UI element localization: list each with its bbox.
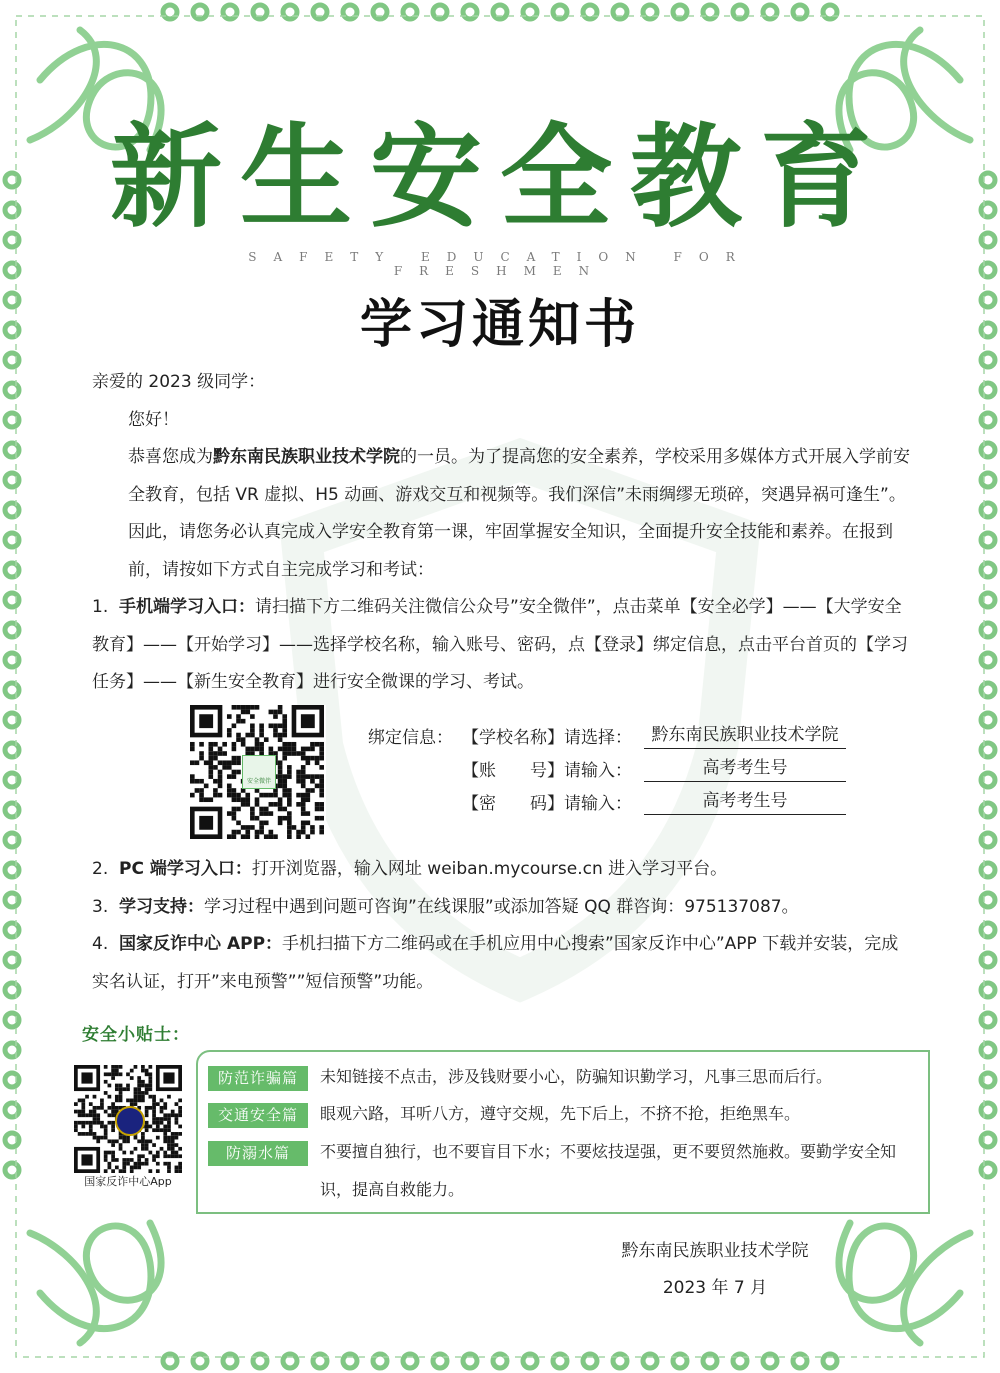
tip-tag-fraud: 防范诈骗篇 — [208, 1066, 308, 1091]
letter-body — [92, 364, 912, 702]
binding-label: 绑定信息： — [368, 728, 453, 748]
corner-flourish-bottom-right — [839, 1223, 970, 1343]
intro-paragraph — [92, 439, 912, 589]
anti-fraud-qr-code — [74, 1065, 182, 1173]
signature-date: 2023 年 7 月 — [662, 1278, 768, 1298]
intro-pre: 恭喜您成为 — [128, 447, 213, 467]
binding-key: 【学校名称】请选择： — [462, 728, 632, 748]
step-text: 请扫描下方二维码关注微信公众号”安全微伴”，点击菜单【安全必学】——【大学安全教育】——【开始学习】——选择学校名称，输入账号、密码，点【登录】绑定信息，点击平台首页的【学习任务】——【新生安全教育】进行安全微课的学习、考试。 — [92, 597, 908, 692]
step-heading: PC 端学习入口： — [119, 859, 252, 879]
notice-heading: 学习通知书 — [359, 295, 640, 355]
step-number: 2. — [92, 859, 109, 879]
steps-list — [92, 851, 912, 1001]
qr-badge: 安全微伴 — [242, 755, 276, 789]
english-subtitle: SAFETY EDUCATION FOR FRESHMEN — [248, 250, 752, 278]
school-name: 黔东南民族职业技术学院 — [213, 447, 400, 467]
qr-fraud-label: 国家反诈中心App — [84, 1175, 172, 1188]
step-number: 3. — [92, 896, 109, 917]
signature-org: 黔东南民族职业技术学院 — [621, 1241, 809, 1261]
step-3 — [92, 889, 912, 927]
tip-text-drowning: 不要擅自独行，也不要盲目下水；不要炫技逞强，更不要贸然施救。要勤学安全知识，提高自救能力。 — [320, 1142, 897, 1199]
step-heading: 手机端学习入口： — [119, 597, 256, 617]
wechat-qr-code — [190, 705, 326, 839]
corner-flourish-bottom-left — [30, 1223, 161, 1343]
step-text: 学习过程中遇到问题可咨询”在线课服”或添加答疑 QQ 群咨询：975137087。 — [204, 896, 799, 917]
binding-key: 【密 码】请输入： — [462, 794, 632, 814]
step-number: 4. — [92, 934, 109, 954]
step-heading: 国家反诈中心 APP： — [119, 934, 283, 954]
step-text: 打开浏览器，输入网址 weiban.mycourse.cn 进入学习平台。 — [251, 859, 728, 879]
step-number: 1. — [92, 597, 109, 617]
tip-text-traffic: 眼观六路，耳听八方，遵守交规，先下后上，不挤不抢，拒绝黑车。 — [320, 1104, 801, 1123]
binding-value: 高考考生号 — [644, 788, 846, 815]
step-1 — [92, 589, 912, 702]
tip-tag-drowning: 防溺水篇 — [208, 1141, 308, 1166]
step-4 — [92, 926, 912, 1001]
binding-value: 黔东南民族职业技术学院 — [644, 722, 846, 749]
intro-post: 的一员。为了提高您的安全素养，学校采用多媒体方式开展入学前安全教育，包括 VR 虚拟、H5 动画、游戏交互和视频等。我们深信”未雨绸缪无琐碎，突遇异祸可逢生”。因此，请您务必认真完成入学安全教育第一课，牢固掌握安全知识，全面提升安全技能和素养。在报到前，请按如下方式自主完成学习和考试： — [128, 447, 910, 580]
greeting: 亲爱的 2023 级同学： — [92, 372, 266, 392]
police-badge-icon — [115, 1106, 145, 1136]
step-2 — [92, 851, 912, 889]
tip-text-fraud: 未知链接不点击，涉及钱财要小心，防骗知识勤学习，凡事三思而后行。 — [320, 1067, 833, 1086]
step-text: 手机扫描下方二维码或在手机应用中心搜索”国家反诈中心”APP 下载并安装，完成实名认证，打开”来电预警””短信预警”功能。 — [92, 934, 899, 992]
binding-value: 高考考生号 — [644, 755, 846, 782]
hello: 您好！ — [128, 409, 179, 430]
tip-tag-traffic: 交通安全篇 — [208, 1103, 308, 1128]
page-title: 新生安全教育 — [110, 112, 890, 243]
tips-title: 安全小贴士： — [82, 1025, 190, 1045]
step-heading: 学习支持： — [119, 896, 205, 917]
binding-key: 【账 号】请输入： — [462, 761, 632, 781]
